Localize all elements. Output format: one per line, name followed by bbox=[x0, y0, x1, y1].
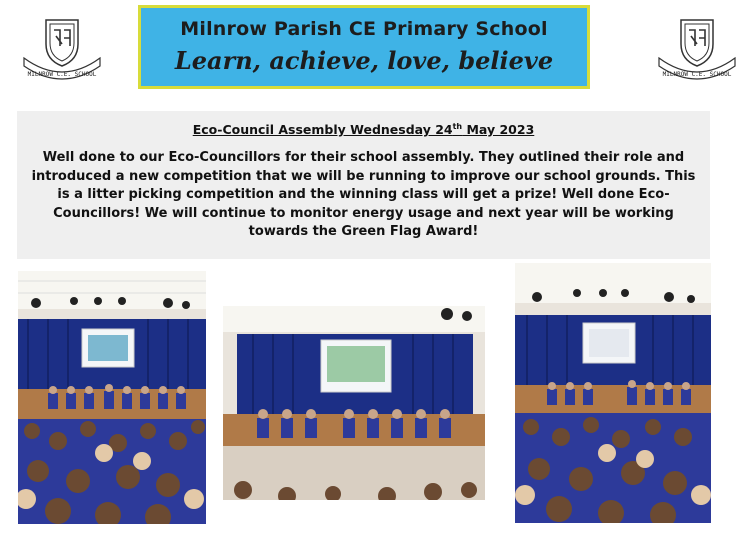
school-banner bbox=[138, 5, 590, 89]
crest-text-left: MILNROW C.E. SCHOOL bbox=[27, 71, 97, 78]
assembly-photo-right bbox=[515, 263, 711, 523]
heading-main: Eco-Council Assembly Wednesday 24 bbox=[192, 122, 453, 138]
article-box bbox=[17, 111, 710, 259]
heading-end: May 2023 bbox=[462, 122, 535, 138]
school-name: Milnrow Parish CE Primary School bbox=[180, 18, 548, 40]
assembly-photo-center bbox=[223, 306, 485, 500]
crest-text-right: MILNROW C.E. SCHOOL bbox=[662, 71, 732, 78]
assembly-photo-left bbox=[18, 271, 206, 524]
article-heading bbox=[17, 122, 710, 137]
school-motto: Learn, achieve, love, believe bbox=[174, 46, 554, 75]
article-body: Well done to our Eco-Councillors for their school assembly. They outlined their role and introduced a new competition that we will be running to improve our school grounds. This is a litter picking competition and the winning class will get a prize! Well done Eco-Councillors! We will continue to monitor energy usage and next year will be working towards the Green Flag Award! bbox=[31, 150, 696, 240]
school-crest-right bbox=[651, 16, 740, 82]
school-crest-left bbox=[16, 16, 108, 82]
heading-sup: th bbox=[452, 122, 463, 131]
